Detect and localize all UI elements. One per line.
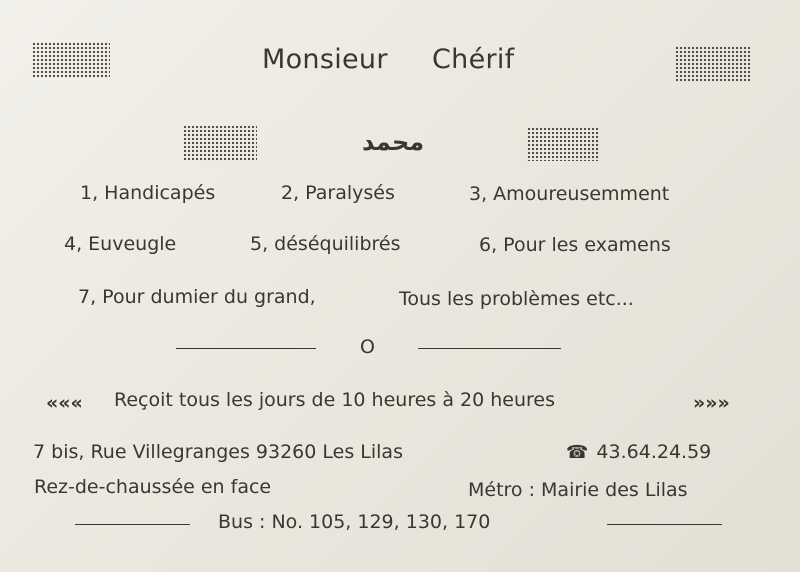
service-item-2: 2, Paralysés — [281, 182, 395, 204]
name-last: Chérif — [432, 44, 515, 75]
bus-rule-right — [607, 524, 722, 525]
opening-hours: Reçoit tous les jours de 10 heures à 20 heures — [114, 389, 555, 411]
service-item-8: Tous les problèmes etc... — [399, 288, 634, 310]
service-item-1: 1, Handicapés — [80, 182, 216, 204]
center-dot-pattern-left — [183, 125, 257, 161]
quote-close: »»» — [693, 392, 730, 414]
service-item-5: 5, déséquilibrés — [250, 233, 401, 255]
corner-dot-pattern-left — [32, 42, 110, 78]
service-item-6: 6, Pour les examens — [479, 234, 671, 256]
bus-rule-left — [75, 524, 190, 525]
divider-right — [418, 348, 561, 349]
bus-info: Bus : No. 105, 129, 130, 170 — [218, 511, 491, 533]
divider-left — [176, 348, 316, 349]
arabic-name: محمد — [362, 128, 425, 156]
phone-line — [566, 441, 711, 463]
floor-info: Rez-de-chaussée en face — [34, 476, 272, 498]
service-item-7: 7, Pour dumier du grand, — [78, 286, 316, 308]
name-first: Monsieur — [262, 44, 388, 75]
divider-mark: O — [360, 336, 375, 358]
service-item-4: 4, Euveugle — [64, 233, 177, 255]
address: 7 bis, Rue Villegranges 93260 Les Lilas — [33, 441, 403, 463]
service-item-3: 3, Amoureusemment — [469, 183, 670, 205]
center-dot-pattern-right — [527, 127, 600, 161]
quote-open: ««« — [46, 392, 83, 414]
phone-icon: ☎ — [566, 442, 589, 463]
metro-info: Métro : Mairie des Lilas — [468, 479, 688, 501]
phone-number: 43.64.24.59 — [596, 441, 712, 463]
corner-dot-pattern-right — [675, 46, 750, 82]
